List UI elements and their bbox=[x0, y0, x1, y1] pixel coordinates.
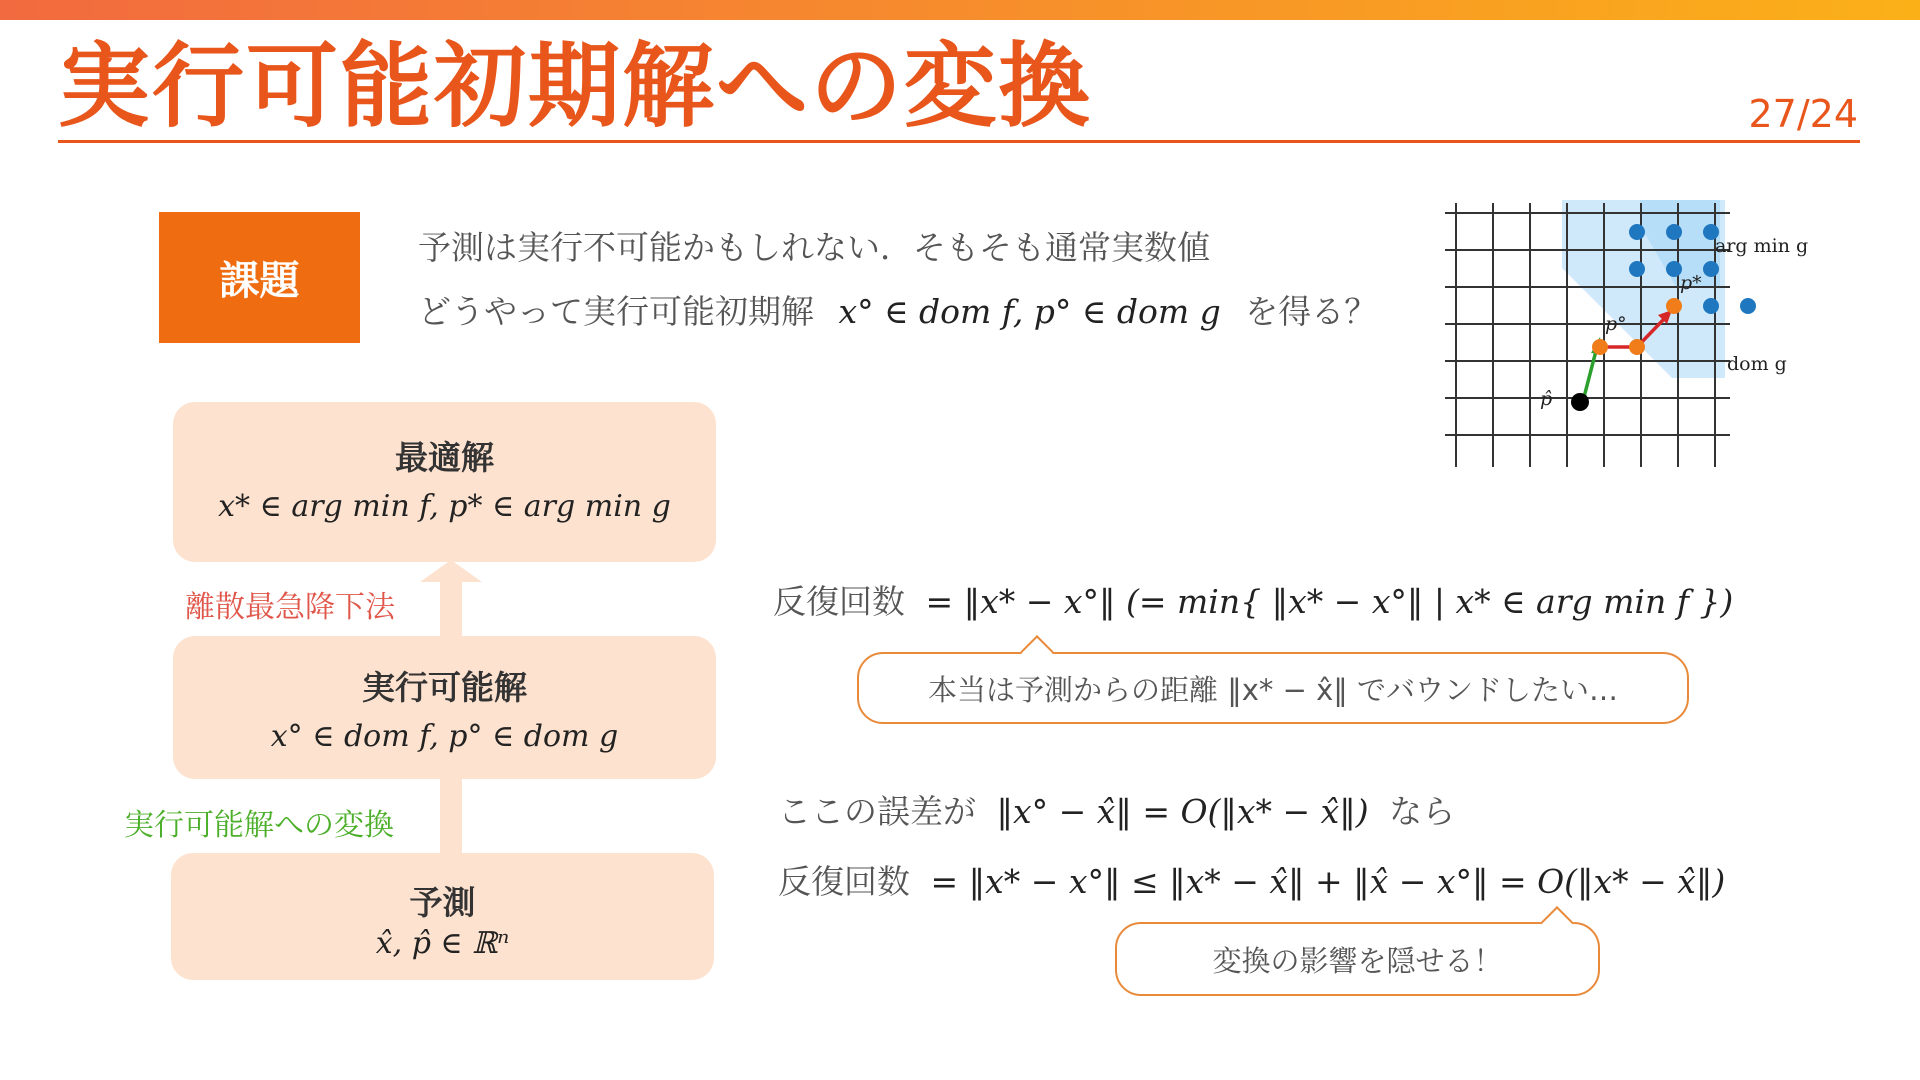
pcirc-label: p° bbox=[1605, 313, 1627, 335]
dom-g-label: dom g bbox=[1727, 353, 1787, 375]
problem-line-2-suffix: を得る？ bbox=[1245, 292, 1378, 331]
prediction-title: 予測 bbox=[409, 883, 476, 922]
descent-method-label: 離散最急降下法 bbox=[185, 590, 395, 625]
iteration-count-math-2: = ‖x* − x°‖ ≤ ‖x* − x̂‖ + ‖x̂ − x°‖ = O(‖x* − x̂‖) bbox=[930, 862, 1726, 901]
callout-hide-effect-text: 変換の影響を隠せる！ bbox=[1212, 943, 1503, 978]
callout-bound-wish-text: 本当は予測からの距離 ‖x* − x̂‖ でバウンドしたい… bbox=[928, 672, 1618, 707]
page-number: 27/24 bbox=[1748, 92, 1858, 136]
callout-hide-effect bbox=[1115, 922, 1600, 996]
problem-line-2 bbox=[418, 286, 1377, 333]
prediction-point bbox=[1571, 393, 1589, 411]
optimal-solution-title: 最適解 bbox=[395, 438, 494, 477]
flow-arrow-head bbox=[420, 560, 482, 582]
top-accent-bar bbox=[0, 0, 1920, 20]
pstar-label: p* bbox=[1680, 272, 1702, 294]
iteration-count-label-1: 反復回数 bbox=[773, 582, 905, 621]
problem-line-1: 予測は実行不可能かもしれない．そもそも通常実数値 bbox=[418, 228, 1210, 267]
error-condition-suffix: なら bbox=[1389, 792, 1456, 831]
title-underline bbox=[58, 140, 1860, 143]
error-condition-label: ここの誤差が bbox=[778, 792, 976, 831]
error-condition-math: ‖x° − x̂‖ = O(‖x* − x̂‖) bbox=[996, 792, 1369, 831]
lattice-figure bbox=[1440, 195, 1820, 475]
callout-bound-wish bbox=[857, 652, 1689, 724]
error-condition-equation bbox=[778, 786, 1455, 833]
problem-line-2-math: x° ∈ dom f, p° ∈ dom g bbox=[838, 292, 1221, 331]
iteration-count-label-2: 反復回数 bbox=[778, 862, 910, 901]
green-arrow bbox=[1583, 347, 1597, 401]
feasible-solution-math: x° ∈ dom f, p° ∈ dom g bbox=[270, 719, 619, 754]
phat-label: p̂ bbox=[1540, 388, 1553, 410]
prediction-box bbox=[171, 853, 714, 980]
feasibility-transform-label: 実行可能解への変換 bbox=[124, 808, 394, 843]
iteration-count-equation-1 bbox=[773, 576, 1733, 623]
feasible-solution-box bbox=[173, 636, 716, 779]
prediction-math: x̂, p̂ ∈ ℝⁿ bbox=[375, 926, 510, 961]
argmin-g-label: arg min g bbox=[1715, 235, 1809, 257]
optimal-solution-math: x* ∈ arg min f, p* ∈ arg min g bbox=[218, 489, 671, 524]
iteration-count-equation-2 bbox=[778, 856, 1725, 903]
optimal-solution-box bbox=[173, 402, 716, 562]
page-title: 実行可能初期解への変換 bbox=[58, 33, 1093, 140]
iteration-count-math-1: = ‖x* − x°‖ (= min{ ‖x* − x°‖ | x* ∈ arg min f }) bbox=[925, 582, 1734, 621]
feasible-solution-title: 実行可能解 bbox=[362, 668, 527, 707]
problem-line-2-prefix: どうやって実行可能初期解 bbox=[418, 292, 814, 331]
problem-label-box: 課題 bbox=[159, 212, 360, 343]
